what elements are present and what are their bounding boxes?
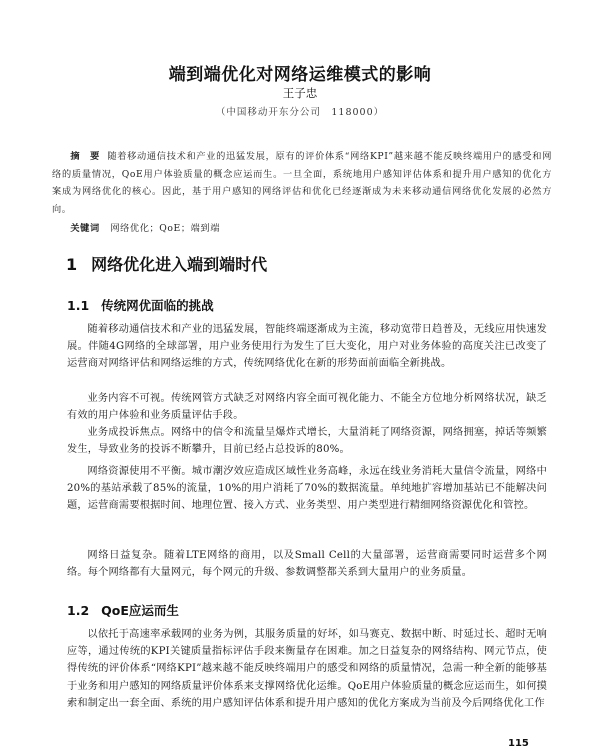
section-number: 1 [66,255,78,274]
paper-title: 端到端优化对网络运维模式的影响 [168,65,432,85]
page-number: 115 [508,738,529,749]
subsection-title: QoE应运而生 [101,603,179,618]
subsection-number: 1.2 [67,603,90,618]
section-heading-1 [66,252,267,275]
paragraph: 网络日益复杂。随着LTE网络的商用，以及Small Cell的大量部署，运营商需要同时运营多个网络。每个网络都有大量网元，每个网元的升级、参数调整都关系到大量用户的业务质量。 [67,550,547,579]
keywords [52,220,552,234]
paragraph: 网络资源使用不平衡。城市潮汐效应造成区域性业务高峰，永远在线业务消耗大量信令流量，网络中20%的基站承载了85%的流量，10%的用户消耗了70%的数据流量。单纯地扩容增加基站已不能解决问题，运营商需要根据时间、地理位置、接入方式、业务类型、用户类型进行精细网络资源优化和管控。 [67,466,547,512]
keywords-label: 关键词 [70,223,100,234]
keywords-text: 网络优化；QoE；端到端 [110,223,220,234]
paragraph: 业务成投诉焦点。网络中的信令和流量呈爆炸式增长，大量消耗了网络资源，网络拥塞，掉话等频繁发生，导致业务的投诉不断攀升，目前已经占总投诉的80%。 [67,427,547,456]
subsection-heading-1-2 [67,601,179,619]
section-title: 网络优化进入端到端时代 [91,255,268,274]
paragraph: 随着移动通信技术和产业的迅猛发展，智能终端逐渐成为主流，移动宽带日趋普及，无线应用快速发展。伴随4G网络的全球部署，用户业务使用行为发生了巨大变化，用户对业务体验的高度关注已改变了运营商对网络评估和网络运维的方式，传统网络优化在新的形势面前面临全新挑战。 [67,324,547,370]
abstract-text: 随着移动通信技术和产业的迅猛发展，原有的评价体系“网络KPI”越来越不能反映终端用户的感受和网络的质量情况，QoE用户体验质量的概念应运而生。一旦全面，系统地用户感知评估体系和提升用户感知的优化方案成为网络优化的核心。因此，基于用户感知的网络评估和优化已经逐渐成为未来移动通信网络优化发展的必然方向。 [52,151,552,215]
subsection-number: 1.1 [67,298,90,313]
abstract-label: 摘 要 [70,151,101,162]
subsection-title: 传统网优面临的挑战 [101,298,214,313]
paragraph: 以依托于高速率承载网的业务为例，其服务质量的好坏，如马赛克、数据中断、时延过长、超时无响应等，通过传统的KPI关键质量指标评估手段来衡量存在困难。加之日益复杂的网络结构、网元节点，使得传统的评价体系“网络KPI”越来越不能反映终端用户的感受和网络的质量情况，急需一种全新的能够基于业务和用户感知的网络质量评价体系来支撑网络优化运维。QoE用户体验质量的概念应运而生，如何摸索和制定出一套全面、系统的用户感知评估体系和提升用户感知的优化方案成为当前及今后网络优化工作 [67,629,547,709]
author-affiliation: （中国移动开东分公司 118000） [215,107,385,118]
author-name: 王子忠 [282,86,318,100]
paragraph: 业务内容不可视。传统网管方式缺乏对网络内容全面可视化能力、不能全方位地分析网络状况，缺乏有效的用户体验和业务质量评估手段。 [67,393,547,422]
subsection-heading-1-1 [67,296,214,314]
abstract [52,148,552,218]
